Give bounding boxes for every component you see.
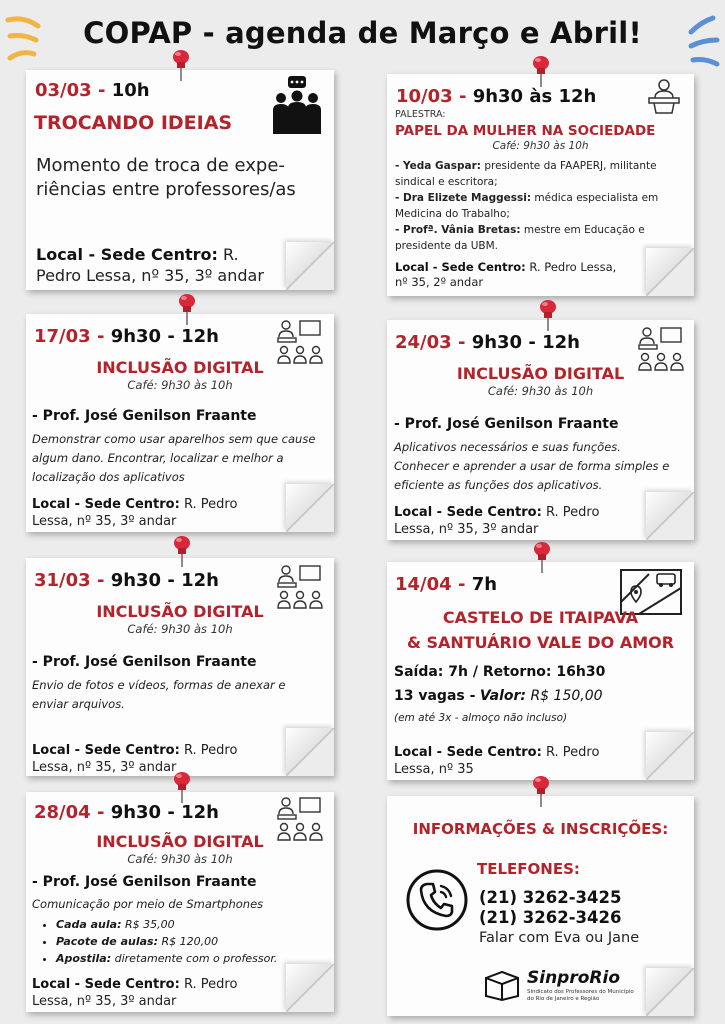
event-cafe: Café: 9h30 às 10h [127,378,233,392]
event-kicker: PALESTRA: [395,109,446,120]
event-description: Envio de fotos e vídeos, formas de anexar e enviar arquivos. [32,678,286,711]
event-title: CASTELO DE ITAIPAVA & SANTUÁRIO VALE DO AMOR [406,608,675,652]
pushpin-icon [169,534,195,568]
pushpin-icon [535,298,561,332]
price-list [30,916,330,967]
event-cafe: Café: 9h30 às 10h [127,852,233,866]
event-cafe: Café: 9h30 às 10h [492,140,589,152]
phones-label: TELEFONES: [477,860,580,878]
pushpin-icon [174,292,200,326]
event-location: Local - Sede Centro: R. Pedro Lessa, nº 35, 2º andar [395,260,617,289]
page-title: COPAP - agenda de Março e Abril! [83,16,642,50]
event-date: 17/03 - 9h30 - 12h [34,326,219,347]
pushpin-icon [528,54,554,88]
contact-card [387,796,694,1016]
event-card-24-03 [387,320,694,540]
event-date: 31/03 - 9h30 - 12h [34,570,219,591]
list-item: • Cada aula: R$ 35,00 [56,916,330,933]
event-description: Aplicativos necessários e suas funções. Conhecer e aprender a usar de forma simples e eficiente as funções dos aplicativos. [394,440,670,492]
list-item: • Pacote de aulas: R$ 120,00 [56,933,330,950]
event-title: INCLUSÃO DIGITAL [96,358,264,377]
blue-spark-icon [683,14,723,70]
event-speaker: - Prof. José Genilson Fraante [32,408,257,424]
event-card-31-03 [26,558,334,776]
event-title: TROCANDO IDEIAS [34,112,233,134]
pushpin-icon [528,774,554,808]
event-card-10-03 [387,74,694,296]
event-speaker: - Prof. José Genilson Fraante [32,654,257,670]
event-location: Local - Sede Centro: R. Pedro Lessa, nº 35, 3º andar [32,497,238,529]
event-date: 10/03 - 9h30 às 12h [396,86,597,107]
yellow-spark-icon [4,14,44,66]
phone-icon [405,868,469,932]
sinprorio-logo-icon [483,968,521,1002]
list-item: • Apostila: diretamente com o professor. [56,950,330,967]
speaker-podium-icon [645,78,683,114]
contact-names: Falar com Eva ou Jane [479,930,640,946]
sinprorio-subtitle: Sindicato dos Professores do Município do Rio de Janeiro e Região [527,989,634,1002]
event-location: Local - Sede Centro: R. Pedro Lessa, nº 35, 3º andar [32,743,238,775]
event-description: Demonstrar como usar aparelhos sem que cause algum dano. Encontrar, localizar e melhor a localização dos aplicativos [32,432,316,484]
event-note: (em até 3x - almoço não incluso) [394,712,568,724]
event-speaker: - Prof. José Genilson Fraante [32,874,257,890]
event-card-28-04 [26,792,334,1012]
speaker-list: - Yeda Gaspar: presidente da FAAPERJ, militante sindical e escritora; - Dra Elizete Maggessi: médica especialista em Medicina do Trabalho; - Profª. Vânia Bretas: mestre em Educação e presidente da UBM. [395,160,659,252]
event-description: Momento de troca de expe- riências entre professores/as [36,155,296,200]
event-title: INCLUSÃO DIGITAL [456,364,625,383]
event-date: 28/04 - 9h30 - 12h [34,802,219,823]
event-date: 24/03 - 9h30 - 12h [395,332,580,353]
event-title: PAPEL DA MULHER NA SOCIEDADE [395,123,656,139]
phone-numbers: (21) 3262-3425 (21) 3262-3426 [479,888,622,927]
event-card-03-03 [26,70,334,290]
event-date: 03/03 - 10h [35,80,150,101]
event-card-14-04 [387,562,694,780]
event-title: INCLUSÃO DIGITAL [96,602,264,621]
event-location: Local - Sede Centro: R. Pedro Lessa, nº 35 [394,745,600,777]
event-card-17-03 [26,314,334,532]
pushpin-icon [169,770,195,804]
event-description: Comunicação por meio de Smartphones [32,897,264,911]
event-cafe: Café: 9h30 às 10h [487,384,594,398]
event-price: 13 vagas - Valor: R$ 150,00 [394,688,603,704]
pushpin-icon [529,540,555,574]
event-cafe: Café: 9h30 às 10h [127,622,233,636]
group-discussion-icon [271,76,323,134]
pushpin-icon [168,48,194,82]
event-title: INCLUSÃO DIGITAL [96,832,264,851]
event-location: Local - Sede Centro: R. Pedro Lessa, nº 35, 3º andar [394,505,600,537]
event-date: 14/04 - 7h [395,574,498,595]
event-speaker: - Prof. José Genilson Fraante [394,416,619,432]
sinprorio-logo: SinproRio [527,968,621,988]
event-schedule: Saída: 7h / Retorno: 16h30 [394,664,606,680]
contact-title: INFORMAÇÕES & INSCRIÇÕES: [412,820,669,838]
event-location: Local - Sede Centro: R. Pedro Lessa, nº 35, 3º andar [36,245,264,285]
event-location: Local - Sede Centro: R. Pedro Lessa, nº 35, 3º andar [32,977,238,1009]
